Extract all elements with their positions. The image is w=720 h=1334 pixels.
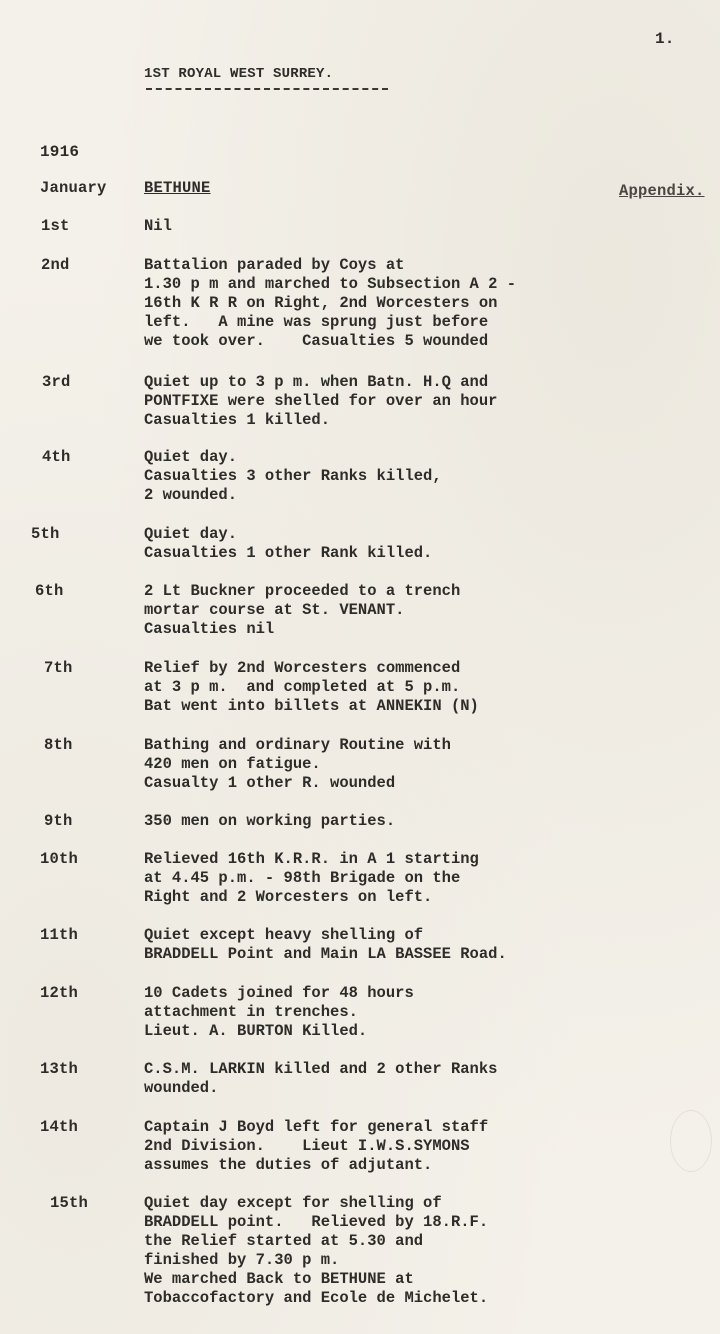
entry-date: 3rd — [42, 373, 71, 391]
entry-date: 6th — [35, 582, 64, 600]
entry-line: C.S.M. LARKIN killed and 2 other Ranks — [144, 1060, 498, 1078]
entry-line: Quiet except heavy shelling of — [144, 926, 424, 944]
entry-text — [144, 217, 172, 236]
entry-line: finished by 7.30 p m. — [144, 1251, 340, 1269]
entry-line: Quiet day except for shelling of — [144, 1194, 442, 1212]
entry-line: PONTFIXE were shelled for over an hour — [144, 392, 498, 410]
entry-line: Quiet day. — [144, 448, 238, 466]
entry-line: Casualties 1 other Rank killed. — [144, 544, 433, 562]
entry-line: Casualty 1 other R. wounded — [144, 774, 396, 792]
year-heading: 1916 — [40, 143, 80, 161]
entry-line: Quiet day. — [144, 525, 238, 543]
entry-line: BRADDELL Point and Main LA BASSEE Road. — [144, 945, 507, 963]
entry-line: we took over. Casualties 5 wounded — [144, 332, 489, 350]
entry-line: 1.30 p m and marched to Subsection A 2 - — [144, 275, 517, 293]
entry-date: 1st — [41, 217, 70, 235]
entry-line: Casualties 1 killed. — [144, 411, 331, 429]
entry-text — [144, 926, 507, 964]
entry-line: Right and 2 Worcesters on left. — [144, 888, 433, 906]
entry-line: Nil — [144, 217, 172, 235]
month-heading: January — [40, 179, 107, 197]
entry-line: Relieved 16th K.R.R. in A 1 starting — [144, 850, 479, 868]
entry-line: 10 Cadets joined for 48 hours — [144, 984, 414, 1002]
entry-line: Casualties 3 other Ranks killed, — [144, 467, 442, 485]
entry-line: mortar course at St. VENANT. — [144, 601, 405, 619]
entry-date: 5th — [31, 525, 60, 543]
entry-line: 350 men on working parties. — [144, 812, 396, 830]
entry-line: Tobaccofactory and Ecole de Michelet. — [144, 1289, 489, 1307]
entry-line: at 4.45 p.m. - 98th Brigade on the — [144, 869, 461, 887]
entry-line: BRADDELL point. Relieved by 18.R.F. — [144, 1213, 489, 1231]
entry-text — [144, 984, 414, 1041]
entry-date: 9th — [44, 812, 73, 830]
entry-date: 2nd — [41, 256, 70, 274]
entry-line: Casualties nil — [144, 620, 275, 638]
entry-line: wounded. — [144, 1079, 219, 1097]
entry-text — [144, 1060, 497, 1098]
entry-line: 16th K R R on Right, 2nd Worcesters on — [144, 294, 498, 312]
entry-line: We marched Back to BETHUNE at — [144, 1270, 414, 1288]
entry-date: 8th — [44, 736, 73, 754]
entry-line: 2 wounded. — [144, 486, 238, 504]
entry-text — [144, 1118, 488, 1175]
entry-line: Lieut. A. BURTON Killed. — [144, 1022, 368, 1040]
entry-date: 12th — [40, 984, 79, 1002]
entry-date: 4th — [42, 448, 71, 466]
entry-date: 13th — [40, 1060, 79, 1078]
entry-text — [144, 812, 395, 831]
faint-stamp-mark — [670, 1110, 712, 1172]
entry-line: attachment in trenches. — [144, 1003, 358, 1021]
entry-text — [144, 1194, 488, 1308]
entry-line: assumes the duties of adjutant. — [144, 1156, 433, 1174]
entry-line: the Relief started at 5.30 and — [144, 1232, 424, 1250]
entry-date: 7th — [44, 659, 73, 677]
entry-text — [144, 448, 442, 505]
title-underline — [146, 88, 388, 90]
entry-line: Captain J Boyd left for general staff — [144, 1118, 489, 1136]
entry-line: 420 men on fatigue. — [144, 755, 321, 773]
entry-line: Quiet up to 3 p m. when Batn. H.Q and — [144, 373, 489, 391]
entry-date: 15th — [50, 1194, 89, 1212]
entry-text — [144, 659, 479, 716]
entry-date: 11th — [40, 926, 79, 944]
entry-line: at 3 p m. and completed at 5 p.m. — [144, 678, 461, 696]
entry-line: left. A mine was sprung just before — [144, 313, 489, 331]
entry-date: 14th — [40, 1118, 79, 1136]
entry-text — [144, 582, 460, 639]
entry-line: Bat went into billets at ANNEKIN (N) — [144, 697, 479, 715]
place-heading: BETHUNE — [144, 179, 211, 197]
page-number: 1. — [655, 30, 675, 48]
appendix-column-heading: Appendix. — [619, 182, 705, 200]
entry-date: 10th — [40, 850, 79, 868]
entry-line: 2 Lt Buckner proceeded to a trench — [144, 582, 461, 600]
entry-line: 2nd Division. Lieut I.W.S.SYMONS — [144, 1137, 470, 1155]
entry-line: Relief by 2nd Worcesters commenced — [144, 659, 461, 677]
entry-text — [144, 525, 432, 563]
entry-line: Bathing and ordinary Routine with — [144, 736, 451, 754]
document-title: 1ST ROYAL WEST SURREY. — [144, 66, 334, 82]
entry-text — [144, 256, 516, 351]
entry-line: Battalion paraded by Coys at — [144, 256, 405, 274]
entry-text — [144, 850, 479, 907]
entry-text — [144, 736, 451, 793]
entry-text — [144, 373, 497, 430]
